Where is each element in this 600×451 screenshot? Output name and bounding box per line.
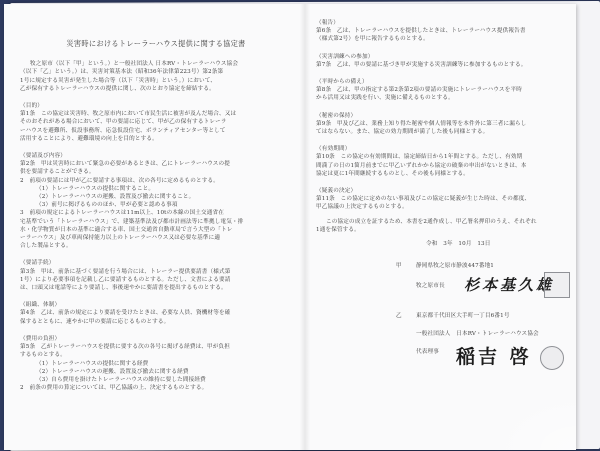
intro-line: 1号に規定する災害が発生した場合等（以下「災害時」という。）において、 (20, 77, 217, 84)
section-line: （2）トレーラーハウスの運搬、設置及び撤去に関する経費 (36, 368, 189, 375)
section-line: 活用することにより、避難環境の向上を目的とする。 (20, 135, 158, 142)
section-line: （1）トレーラーハウスの提供に関する経費 (36, 360, 149, 367)
section-line: 第8条 乙は、甲の指定する第2条第2項の要請の実施にトレーラーハウスを平時 (316, 87, 522, 94)
section-line: ーハウスを避難所、仮設事務所、応急仮設住宅、ボランティアセンター等として (20, 127, 226, 134)
closing-statement (316, 218, 566, 234)
section-line: （3）自ら費用を掛けたトレーラーハウスの維持に要した間接経費 (36, 376, 206, 383)
party-b-block (316, 308, 566, 378)
section-line: 第5条 乙がトレーラーハウスを提供に要する次の各号に掲げる経費は、甲が負担 (20, 344, 231, 351)
section-line: は、口頭又は電話等により要請し、事後速やかに要請書を提出するものとする。 (20, 285, 227, 292)
section-line: 甲乙協議の上決定するものとする。 (316, 204, 408, 211)
party-b-label: 乙 (396, 313, 402, 320)
section-line: 協定は更に1年間継続するものとし、その後も同様とする。 (316, 170, 470, 177)
party-b-organization: 一般社団法人 日本RV・トレーラーハウス協会 (416, 331, 539, 338)
closing-line: この協定の成立を証するため、本書を2通作成し、甲乙署名押印のうえ、それぞれ (326, 218, 537, 225)
section-heading: （目的） (20, 103, 43, 110)
agreement-document (4, 4, 576, 450)
section-line: （3）前号に掲げるもののほか、甲が必要と認める事項 (36, 202, 178, 209)
party-b-signature: 稲吉 啓 (456, 346, 532, 369)
section-line: 第1条 この協定は災害時、牧之原市内において市民生活に被害が及んだ場合、又は (20, 111, 237, 118)
section-line: 2 前条の費用の算定については、甲乙協議の上、決定するものとする。 (20, 385, 208, 392)
article-3 (20, 259, 292, 292)
page-fold (300, 4, 310, 450)
article-9 (316, 112, 566, 137)
section-line: 3 前項の規定によるトレーラーハウスは11m以上、10tの本線の国土交通省在 (20, 210, 225, 217)
section-line: 2 前項の要請には甲が乙に要請する事項は、次の各号に定めるものとする。 (20, 177, 219, 184)
closing-line: 1通を保管する。 (316, 226, 360, 233)
section-line: （様式第2号）を甲に報告するものとする。 (316, 36, 429, 43)
article-5 (20, 335, 292, 392)
party-a-address: 静岡県牧之原市静波447番地1 (416, 263, 495, 270)
section-heading: （費用の負担） (20, 335, 61, 342)
article-10 (316, 145, 566, 178)
intro-line: 牧之原市（以下「甲」という。）と一般社団法人 日本RV・トレーラーハウス協会 (30, 61, 239, 68)
section-line: 水・化学物質が日本の基準に適合する車、国土交通省自動車局で言う大型の「トレ (20, 226, 233, 233)
section-heading: （要請手続） (20, 260, 55, 267)
party-b-title: 代表理事 (416, 349, 439, 356)
section-line: 第11条 この協定に定めのない事項及びこの協定に疑義が生じた時は、その都度、 (316, 196, 531, 203)
intro-line: （以下「乙」という。）は、災害対策基本法（昭和36年法律第223号）第2条第 (20, 69, 224, 76)
article-1 (20, 102, 292, 143)
section-heading: （疑義の決定） (316, 188, 357, 195)
intro-line: 乙が保有するトレーラーハウスの提供に関し、次のとおり協定を締結する。 (20, 85, 215, 92)
section-line: 1号）により必要事項を記載し乙に要請するものとする。ただし、文書による要請 (20, 276, 231, 283)
section-heading: （秘密の保持） (316, 112, 357, 119)
association-seal-icon (540, 346, 564, 370)
section-line: 第9条 甲及び乙は、業務上知り得た秘密や個人情報等を本件外に第三者に漏らし (316, 120, 527, 127)
section-heading: （災害訓練への参加） (316, 53, 374, 60)
section-line: 保するとともに、速やかに甲の要請に応じるものとする。 (20, 318, 170, 325)
section-line: するものとする。 (20, 352, 66, 359)
section-heading: （組織、体制） (20, 302, 61, 309)
section-heading: （有効期間） (316, 146, 351, 153)
section-line: てはならない。また、協定の効力期間が満了した後も同様とする。 (316, 129, 489, 136)
party-b-address: 東京都千代田区大手町一丁目6番1号 (416, 313, 510, 320)
article-4 (20, 301, 292, 326)
intro-paragraph (20, 60, 292, 93)
section-line: から活用又は実践を行い、実施に備えるものとする。 (316, 95, 454, 102)
mayor-seal-icon (544, 272, 570, 298)
section-line: ーラーハウス」及び車両保持能力以上のトレーラーハウス又は必要な基準に適 (20, 235, 221, 242)
right-page (316, 16, 566, 378)
party-a-signature: 杉本基久雄 (464, 276, 555, 295)
signing-date: 令和 3年 10月 13日 (426, 241, 491, 248)
section-line: 第2条 甲は災害時において緊急の必要があるときは、乙にトレーラーハウスの提 (20, 161, 231, 168)
section-line: 第6条 乙は、トレーラーハウスを提供したときは、トレーラーハウス提供報告書 (316, 28, 526, 35)
section-line: 第3条 甲は、前条に基づく要請を行う場合には、トレーラー提供要請書（様式第 (20, 268, 231, 275)
left-page (20, 18, 292, 392)
section-line: 供を要請することができる。 (20, 169, 95, 176)
section-line: 第10条 この協定の有効期間は、協定締結日から1年間とする。ただし、有効期 (316, 154, 523, 161)
section-line: 第7条 乙は、甲の要請に基づき甲が実施する災害訓練等に参加するものとする。 (316, 61, 527, 68)
article-6 (316, 19, 566, 44)
article-11 (316, 187, 566, 212)
party-a-title: 牧之原市長 (416, 283, 445, 290)
photo-glare (486, 390, 576, 450)
section-line: そのおそれがある場合において、甲の要請に応じて、甲が乙の保有するトレーラ (20, 119, 227, 126)
article-2 (20, 152, 292, 250)
section-heading: （報告） (316, 20, 339, 26)
section-line: 間満了の日の1箇月前までに甲乙いずれかから協定の破棄の申出がないときは、本 (316, 162, 527, 169)
document-title: 災害時におけるトレーラーハウス提供に関する協定書 (66, 39, 246, 48)
party-a-block (316, 258, 566, 304)
section-line: （2）トレーラーハウスの運搬、設置及び撤去に関すること。 (36, 194, 195, 201)
party-a-label: 甲 (396, 263, 402, 270)
section-heading: （要請及び内容） (20, 153, 66, 160)
section-line: 第4条 乙は、前条の規定により要請を受けたときは、必要な人員、資機材等を確 (20, 310, 231, 317)
section-line: 宅基準でいう「トレーラーハウス」で、建築基準法及び都市計画法等に準拠し電気・排 (20, 218, 244, 225)
section-line: 合した製品とする。 (20, 243, 72, 250)
article-7 (316, 53, 566, 69)
section-line: （1）トレーラーハウスの提供に関すること。 (36, 185, 155, 192)
section-heading: （平時からの備え） (316, 79, 368, 86)
article-8 (316, 78, 566, 103)
